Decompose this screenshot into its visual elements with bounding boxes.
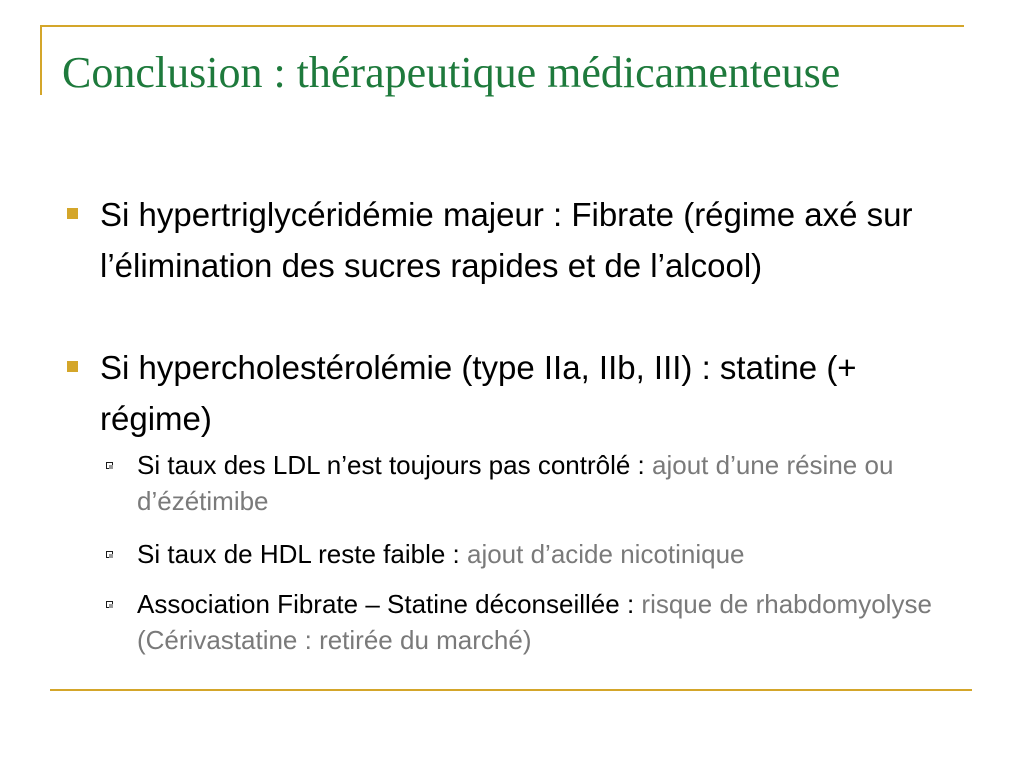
bottom-border-line bbox=[50, 689, 972, 691]
slide-title: Conclusion : thérapeutique médicamenteuse bbox=[62, 48, 841, 97]
sub-bullet-lead: Association Fibrate – Statine déconseillée : bbox=[137, 589, 642, 619]
bullet-item-hypertriglyceridemie bbox=[100, 189, 960, 291]
sub-bullet-item-association bbox=[137, 586, 957, 658]
sub-bullet-detail: ajout d’acide nicotinique bbox=[466, 539, 745, 569]
sub-bullet-lead: Si taux des LDL n’est toujours pas contrôlé : bbox=[137, 450, 652, 480]
bullet-text: Si hypertriglycéridémie majeur : Fibrate (régime axé sur l’élimination des sucres rapides et de l’alcool) bbox=[100, 196, 913, 284]
square-bullet-icon bbox=[67, 361, 78, 372]
hollow-square-bullet-icon bbox=[106, 551, 113, 558]
sub-bullet-lead: Si taux de HDL reste faible : bbox=[137, 539, 467, 569]
sub-bullet-item-hdl bbox=[137, 536, 957, 572]
hollow-square-bullet-icon bbox=[106, 462, 113, 469]
sub-bullet-item-ldl bbox=[137, 447, 957, 519]
hollow-square-bullet-icon bbox=[106, 601, 113, 608]
sub-bullet-detail: ajout d’une résine ou d’ézétimibe bbox=[137, 450, 894, 516]
bullet-text: Si hypercholestérolémie (type IIa, IIb, III) : statine (+ régime) bbox=[100, 349, 857, 437]
bullet-item-hypercholesterolemie bbox=[100, 342, 960, 444]
sub-bullet-detail: risque de rhabdomyolyse (Cérivastatine : retirée du marché) bbox=[137, 589, 932, 655]
square-bullet-icon bbox=[67, 208, 78, 219]
